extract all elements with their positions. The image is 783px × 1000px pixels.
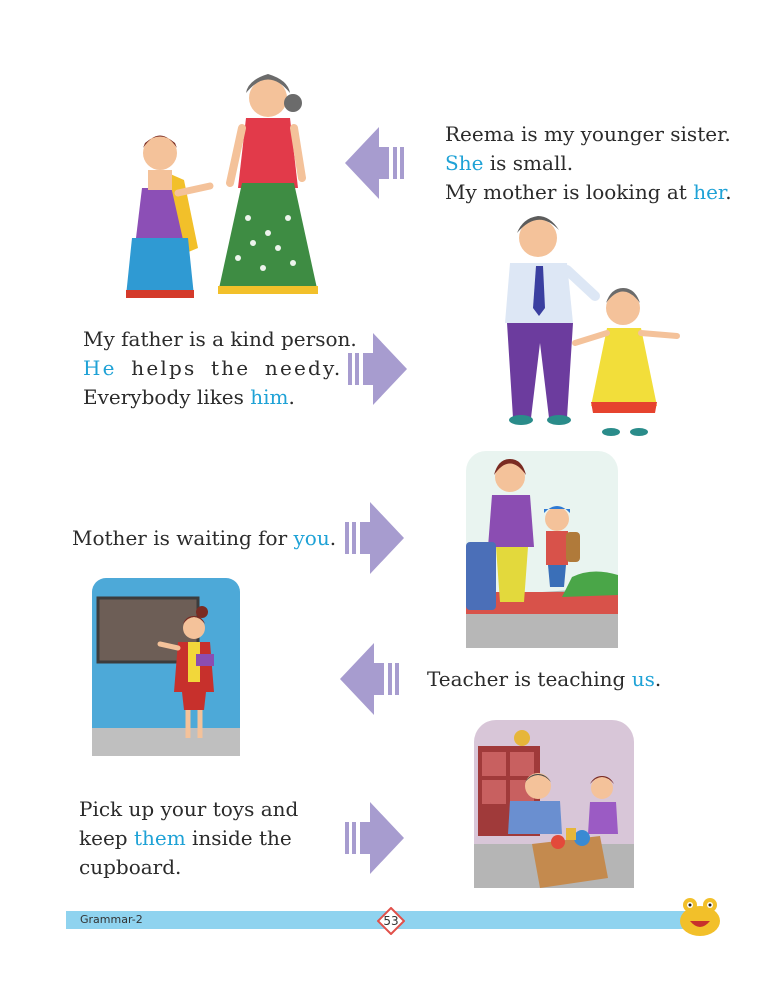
- pronoun-her: her: [693, 180, 726, 204]
- pronoun-you: you: [293, 526, 330, 550]
- illustration-teacher: [90, 576, 242, 758]
- line: Mother is waiting for you.: [72, 526, 337, 550]
- pronoun-them: them: [133, 826, 186, 850]
- sentence-block-teacher: [427, 665, 661, 694]
- line: My mother is looking at her.: [445, 180, 732, 204]
- illustration-mother-with-child: [462, 447, 622, 652]
- arrow-left-icon: [340, 643, 404, 715]
- line: Everybody likes him.: [83, 385, 295, 409]
- illustration-girl-and-mother: [118, 68, 333, 308]
- book-label: Grammar-2: [80, 913, 143, 926]
- arrow-left-icon: [345, 127, 409, 199]
- line: She is small.: [445, 151, 574, 175]
- page-number: 53: [383, 914, 399, 928]
- sentence-block-toys: [79, 795, 298, 882]
- line: My father is a kind person.: [83, 327, 357, 351]
- pronoun-she: She: [445, 151, 484, 175]
- pronoun-he: He: [83, 356, 117, 380]
- illustration-kids-with-toys: [470, 716, 640, 891]
- pronoun-him: him: [250, 385, 289, 409]
- sentence-block-reema: [445, 120, 732, 207]
- sentence-block-mother: [72, 524, 336, 553]
- line: keep them inside the: [79, 826, 292, 850]
- arrow-right-icon: [343, 333, 407, 405]
- arrow-right-icon: [340, 802, 404, 874]
- line: cupboard.: [79, 855, 182, 879]
- line: He helps the needy.: [83, 356, 343, 380]
- line: Teacher is teaching us.: [427, 667, 662, 691]
- pronoun-us: us: [631, 667, 655, 691]
- sentence-block-father: [83, 325, 357, 412]
- mascot-icon: [676, 895, 724, 937]
- arrow-right-icon: [340, 502, 404, 574]
- line: Pick up your toys and: [79, 797, 299, 821]
- illustration-father-and-daughter: [495, 208, 690, 440]
- line: Reema is my younger sister.: [445, 122, 731, 146]
